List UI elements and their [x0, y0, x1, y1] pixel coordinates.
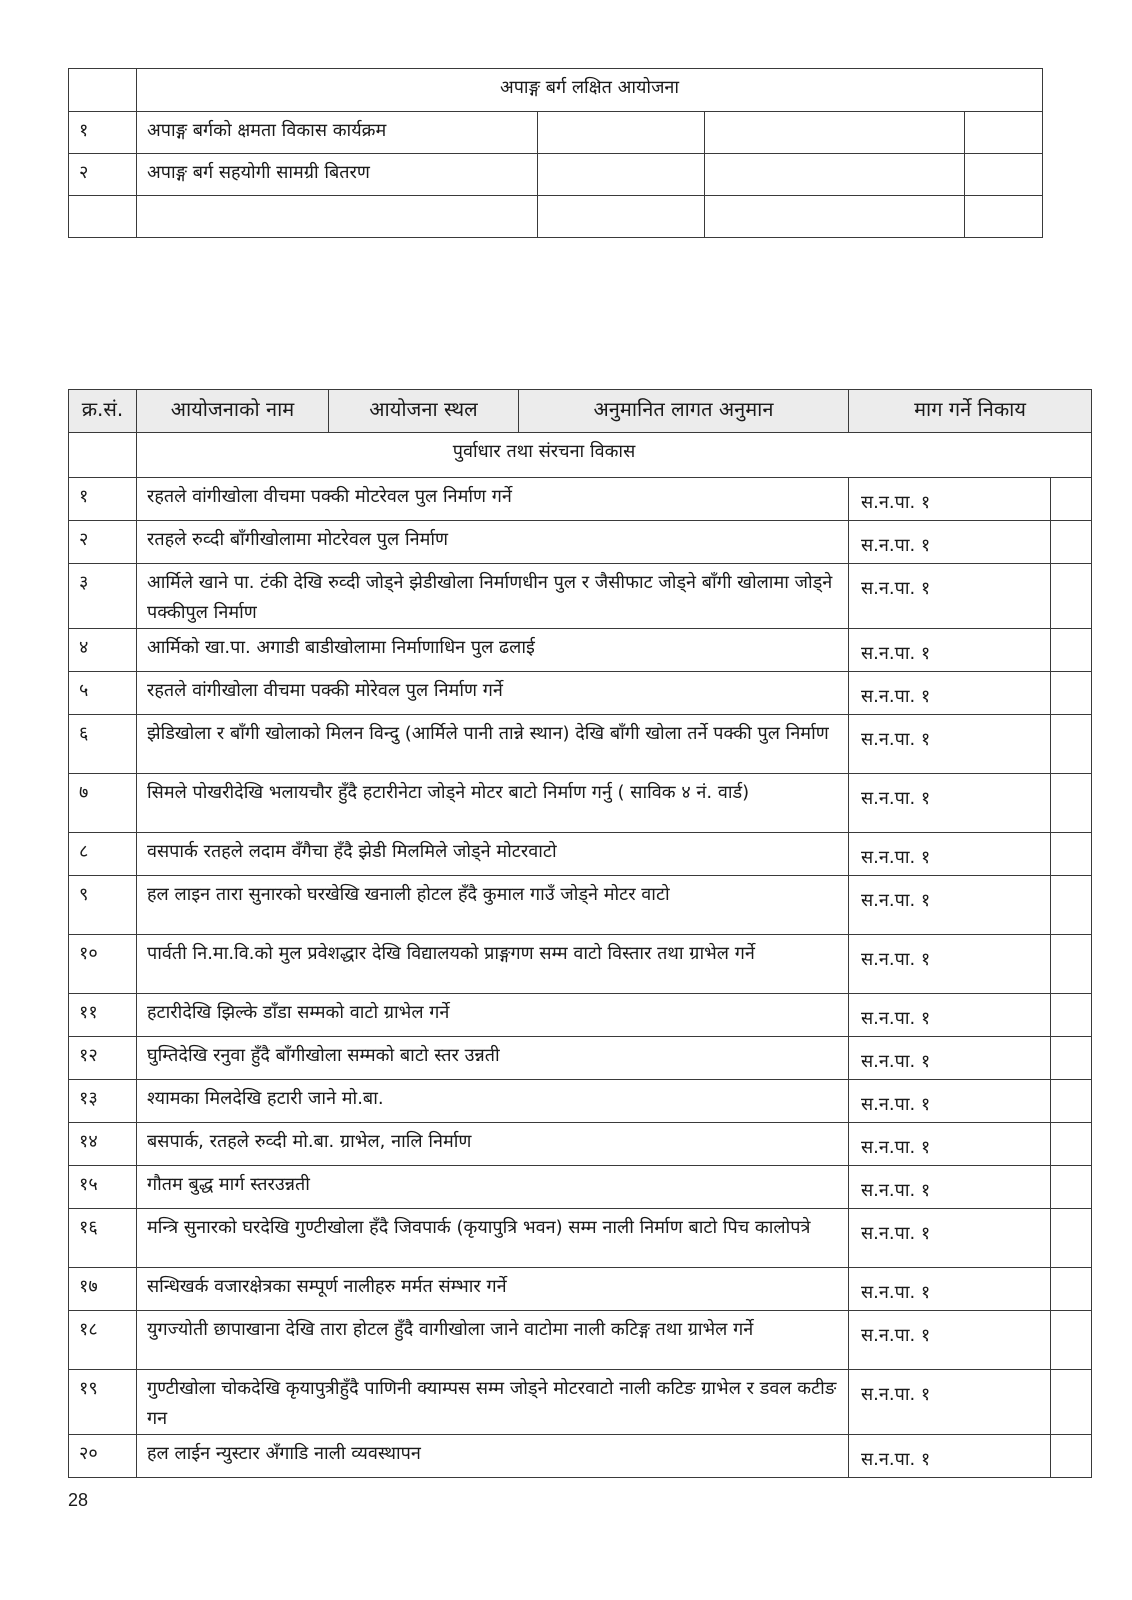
table-row	[69, 833, 1092, 876]
row-number: ४	[69, 629, 137, 672]
table-row	[69, 1370, 1092, 1435]
project-name: गौतम बुद्ध मार्ग स्तरउन्नती	[137, 1166, 849, 1209]
row-number: ३	[69, 564, 137, 629]
row-number: १८	[69, 1311, 137, 1370]
project-name: अपाङ्ग बर्गको क्षमता विकास कार्यक्रम	[137, 112, 538, 154]
table-row	[69, 196, 1043, 238]
table-row	[69, 1123, 1092, 1166]
agency: स.न.पा. १	[849, 1268, 1051, 1311]
section-row	[69, 433, 1092, 478]
project-name: पार्वती नि.मा.वि.को मुल प्रवेशद्धार देखि विद्यालयको प्राङ्गगण सम्म वाटो विस्तार तथा ग्राभेल गर्ने	[137, 935, 849, 994]
row-number: ७	[69, 774, 137, 833]
section-title: पुर्वाधार तथा संरचना विकास	[137, 433, 1092, 478]
project-name: हटारीदेखि झिल्के डाँडा सम्मको वाटो ग्राभेल गर्ने	[137, 994, 849, 1037]
agency: स.न.पा. १	[849, 478, 1051, 521]
table-row	[69, 1268, 1092, 1311]
table-row	[69, 1080, 1092, 1123]
page-number: 28	[68, 1490, 89, 1510]
project-name: रहतले वांगीखोला वीचमा पक्की मोरेवल पुल निर्माण गर्ने	[137, 672, 849, 715]
agency: स.न.पा. १	[849, 1311, 1051, 1370]
agency: स.न.पा. १	[849, 935, 1051, 994]
project-name: श्यामका मिलदेखि हटारी जाने मो.बा.	[137, 1080, 849, 1123]
agency: स.न.पा. १	[849, 1370, 1051, 1435]
row-number: ६	[69, 715, 137, 774]
table-row	[69, 935, 1092, 994]
row-number: १२	[69, 1037, 137, 1080]
table1-heading: अपाङ्ग बर्ग लक्षित आयोजना	[137, 69, 1043, 112]
disability-projects-table	[68, 68, 1043, 238]
project-name: मन्त्रि सुनारको घरदेखि गुण्टीखोला हँदै जिवपार्क (कृयापुत्रि भवन) सम्म नाली निर्माण बाटो पिच कालोपत्रे	[137, 1209, 849, 1268]
row-number: १६	[69, 1209, 137, 1268]
table-row	[69, 521, 1092, 564]
table-row	[69, 1166, 1092, 1209]
project-name: रहतले वांगीखोला वीचमा पक्की मोटरेवल पुल निर्माण गर्ने	[137, 478, 849, 521]
agency: स.न.पा. १	[849, 1166, 1051, 1209]
table-row	[69, 1435, 1092, 1478]
row-number: १	[69, 112, 137, 154]
project-name: वसपार्क रतहले लदाम वँगैचा हँदै झेडी मिलमिले जोड्ने मोटरवाटो	[137, 833, 849, 876]
row-number: १४	[69, 1123, 137, 1166]
table-row	[69, 672, 1092, 715]
header-agency: माग गर्ने निकाय	[849, 390, 1092, 433]
header-project-name: आयोजनाको नाम	[137, 390, 329, 433]
table-row	[69, 774, 1092, 833]
header-location: आयोजना स्थल	[329, 390, 519, 433]
project-name: हल लाइन तारा सुनारको घरखेखि खनाली होटल हँदै कुमाल गाउँ जोड्ने मोटर वाटो	[137, 876, 849, 935]
row-number: ११	[69, 994, 137, 1037]
project-name: युगज्योती छापाखाना देखि तारा होटल हुँदै वागीखोला जाने वाटोमा नाली कटिङ्ग तथा ग्राभेल गर्ने	[137, 1311, 849, 1370]
row-number: १	[69, 478, 137, 521]
agency: स.न.पा. १	[849, 672, 1051, 715]
row-number: १३	[69, 1080, 137, 1123]
agency: स.न.पा. १	[849, 715, 1051, 774]
row-number: १५	[69, 1166, 137, 1209]
project-name: सन्धिखर्क वजारक्षेत्रका सम्पूर्ण नालीहरु मर्मत संम्भार गर्ने	[137, 1268, 849, 1311]
row-number: २	[69, 521, 137, 564]
row-number: १९	[69, 1370, 137, 1435]
infrastructure-projects-table	[68, 389, 1092, 1478]
table-row	[69, 1311, 1092, 1370]
agency: स.न.पा. १	[849, 1080, 1051, 1123]
project-name: घुम्तिदेखि रनुवा हुँदै बाँगीखोला सम्मको बाटो स्तर उन्नती	[137, 1037, 849, 1080]
table-row	[69, 478, 1092, 521]
table-row	[69, 564, 1092, 629]
header-sn: क्र.सं.	[69, 390, 137, 433]
table-row	[69, 715, 1092, 774]
row-number: ९	[69, 876, 137, 935]
row-number: १७	[69, 1268, 137, 1311]
project-name: झेडिखोला र बाँगी खोलाको मिलन विन्दु (आर्मिले पानी तान्ने स्थान) देखि बाँगी खोला तर्ने पक्की पुल निर्माण	[137, 715, 849, 774]
agency: स.न.पा. १	[849, 521, 1051, 564]
agency: स.न.पा. १	[849, 994, 1051, 1037]
project-name: सिमले पोखरीदेखि भलायचौर हुँदै हटारीनेटा जोड्ने मोटर बाटो निर्माण गर्नु ( साविक ४ नं. वार्ड)	[137, 774, 849, 833]
table-row	[69, 1209, 1092, 1268]
project-name: रतहले रुव्दी बाँगीखोलामा मोटरेवल पुल निर्माण	[137, 521, 849, 564]
agency: स.न.पा. १	[849, 1037, 1051, 1080]
table-header-row	[69, 390, 1092, 433]
project-name: अपाङ्ग बर्ग सहयोगी सामग्री बितरण	[137, 154, 538, 196]
project-name: आर्मिले खाने पा. टंकी देखि रुव्दी जोड्ने झेडीखोला निर्माणधीन पुल र जैसीफाट जोड्ने बाँगी खोलामा जोड्ने पक्कीपुल निर्माण	[137, 564, 849, 629]
agency: स.न.पा. १	[849, 774, 1051, 833]
table-row	[69, 1037, 1092, 1080]
project-name: बसपार्क, रतहले रुव्दी मो.बा. ग्राभेल, नालि निर्माण	[137, 1123, 849, 1166]
agency: स.न.पा. १	[849, 564, 1051, 629]
project-name: आर्मिको खा.पा. अगाडी बाडीखोलामा निर्माणाधिन पुल ढलाई	[137, 629, 849, 672]
row-number: ८	[69, 833, 137, 876]
agency: स.न.पा. १	[849, 1123, 1051, 1166]
row-number: २०	[69, 1435, 137, 1478]
table-row	[69, 112, 1043, 154]
project-name: गुण्टीखोला चोकदेखि कृयापुत्रीहुँदै पाणिनी क्याम्पस सम्म जोड्ने मोटरवाटो नाली कटिङ ग्राभेल र डवल कटीङ गन	[137, 1370, 849, 1435]
row-number: २	[69, 154, 137, 196]
table-row	[69, 154, 1043, 196]
row-number: ५	[69, 672, 137, 715]
agency: स.न.पा. १	[849, 629, 1051, 672]
agency: स.न.पा. १	[849, 1435, 1051, 1478]
agency: स.न.पा. १	[849, 876, 1051, 935]
table-row	[69, 629, 1092, 672]
table-row	[69, 994, 1092, 1037]
agency: स.न.पा. १	[849, 833, 1051, 876]
agency: स.न.पा. १	[849, 1209, 1051, 1268]
row-number: १०	[69, 935, 137, 994]
header-cost: अनुमानित लागत अनुमान	[519, 390, 849, 433]
table-row	[69, 876, 1092, 935]
project-name: हल लाईन न्युस्टार अँगाडि नाली व्यवस्थापन	[137, 1435, 849, 1478]
